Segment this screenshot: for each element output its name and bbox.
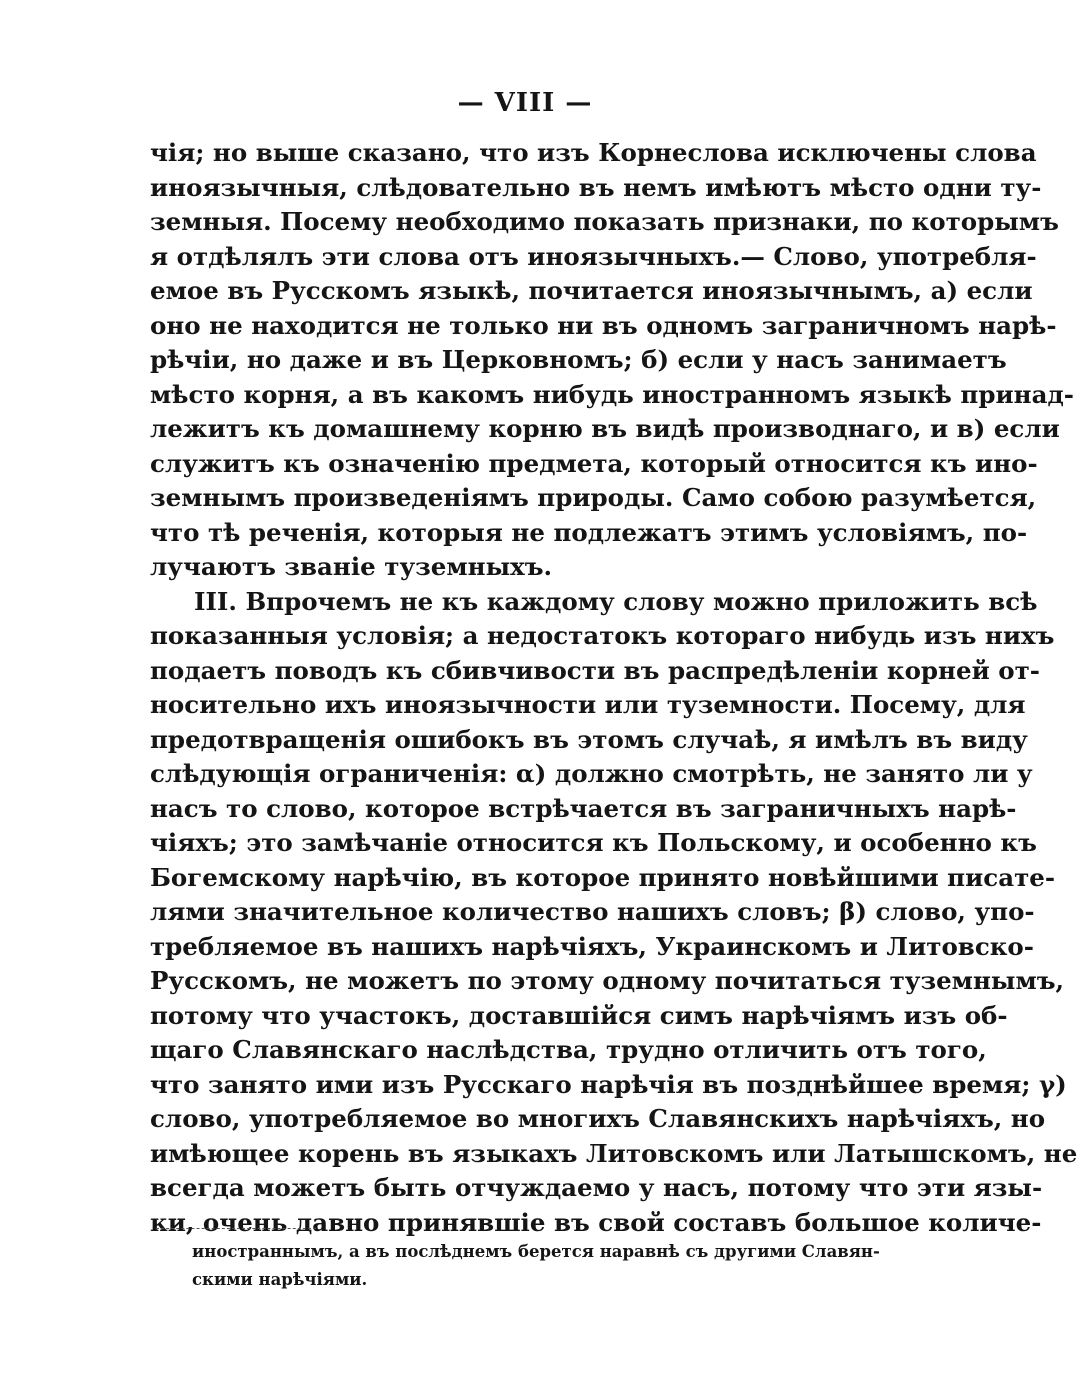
text-line: емое въ Русскомъ языкѣ, почитается иноязычнымъ, а) если (150, 276, 1033, 305)
text-line: земнымъ произведеніямъ природы. Само собою разумѣется, (150, 483, 1037, 512)
text-line: щаго Славянскаго наслѣдства, трудно отличить отъ того, (150, 1035, 987, 1064)
text-line: требляемое въ нашихъ нарѣчіяхъ, Украинскомъ и Литовско- (150, 931, 1034, 961)
text-line: носительно ихъ иноязычности или туземности. Посему, для (150, 690, 1026, 719)
text-line: лучаютъ званіе туземныхъ. (150, 552, 553, 581)
text-line: я отдѣлялъ эти слова отъ иноязычныхъ.— Слово, употребля- (150, 241, 1037, 271)
text-line: оно не находится не только ни въ одномъ заграничномъ нарѣ- (150, 310, 1057, 340)
text-line: что тѣ реченія, которыя не подлежатъ этимъ условіямъ, по- (150, 517, 1028, 547)
text-line: слѣдующія ограниченія: α) должно смотрѣть, не занято ли у (150, 759, 1033, 788)
text-line: имѣющее корень въ языкахъ Литовскомъ или Латышскомъ, не (150, 1138, 1077, 1168)
text-line: слово, употребляемое во многихъ Славянскихъ нарѣчіяхъ, но (150, 1104, 1046, 1133)
text-line: чіяхъ; это замѣчаніе относится къ Польскому, и особенно къ (150, 828, 1037, 857)
text-line: чія; но выше сказано, что изъ Корнеслова исключены слова (150, 138, 1037, 167)
text-line: Русскомъ, не можетъ по этому одному почитаться туземнымъ, (150, 966, 1065, 995)
footnote-line: скими нарѣчіями. (192, 1270, 368, 1289)
text-line: служитъ къ означенію предмета, который относится къ ино- (150, 448, 1038, 478)
footnote-divider (156, 1228, 316, 1229)
footnote (192, 1238, 880, 1294)
text-line: земныя. Посему необходимо показать признаки, по которымъ (150, 207, 1059, 236)
text-line: мѣсто корня, а въ какомъ нибудь иностранномъ языкѣ принад- (150, 379, 1074, 409)
text-line: показанныя условія; а недостатокъ котораго нибудь изъ нихъ (150, 621, 1055, 650)
paragraph-start-line: III. Впрочемъ не къ каждому слову можно приложить всѣ (194, 586, 1038, 616)
text-line: насъ то слово, которое встрѣчается въ заграничныхъ нарѣ- (150, 793, 1017, 823)
text-line: лями значительное количество нашихъ словъ; β) слово, упо- (150, 897, 1035, 926)
text-line: рѣчіи, но даже и въ Церковномъ; б) если у насъ занимаетъ (150, 345, 1007, 374)
main-text (150, 136, 1077, 1240)
text-line: лежитъ къ домашнему корню въ видѣ производнаго, и в) если (150, 414, 1060, 443)
text-line: Богемскому нарѣчію, въ которое принято новѣйшими писате- (150, 862, 1056, 892)
text-line: иноязычныя, слѣдовательно въ немъ имѣютъ мѣсто одни ту- (150, 172, 1042, 202)
text-line: предотвращенія ошибокъ въ этомъ случаѣ, я имѣлъ въ виду (150, 724, 1028, 754)
footnote-line: иностраннымъ, а въ послѣднемъ берется наравнѣ съ другими Славян- (192, 1242, 880, 1261)
text-line: подаетъ поводъ къ сбивчивости въ распредѣленіи корней от- (150, 655, 1040, 685)
text-line: потому что участокъ, доставшійся симъ нарѣчіямъ изъ об- (150, 1000, 1008, 1030)
text-line: что занято ими изъ Русскаго нарѣчія въ позднѣйшее время; γ) (150, 1069, 1067, 1099)
text-line: всегда можетъ быть отчуждаемо у насъ, потому что эти язы- (150, 1173, 1043, 1202)
text-line: ки, очень давно принявшіе въ свой составъ большое количе- (150, 1207, 1042, 1237)
page-number: — VIII — (457, 88, 593, 118)
